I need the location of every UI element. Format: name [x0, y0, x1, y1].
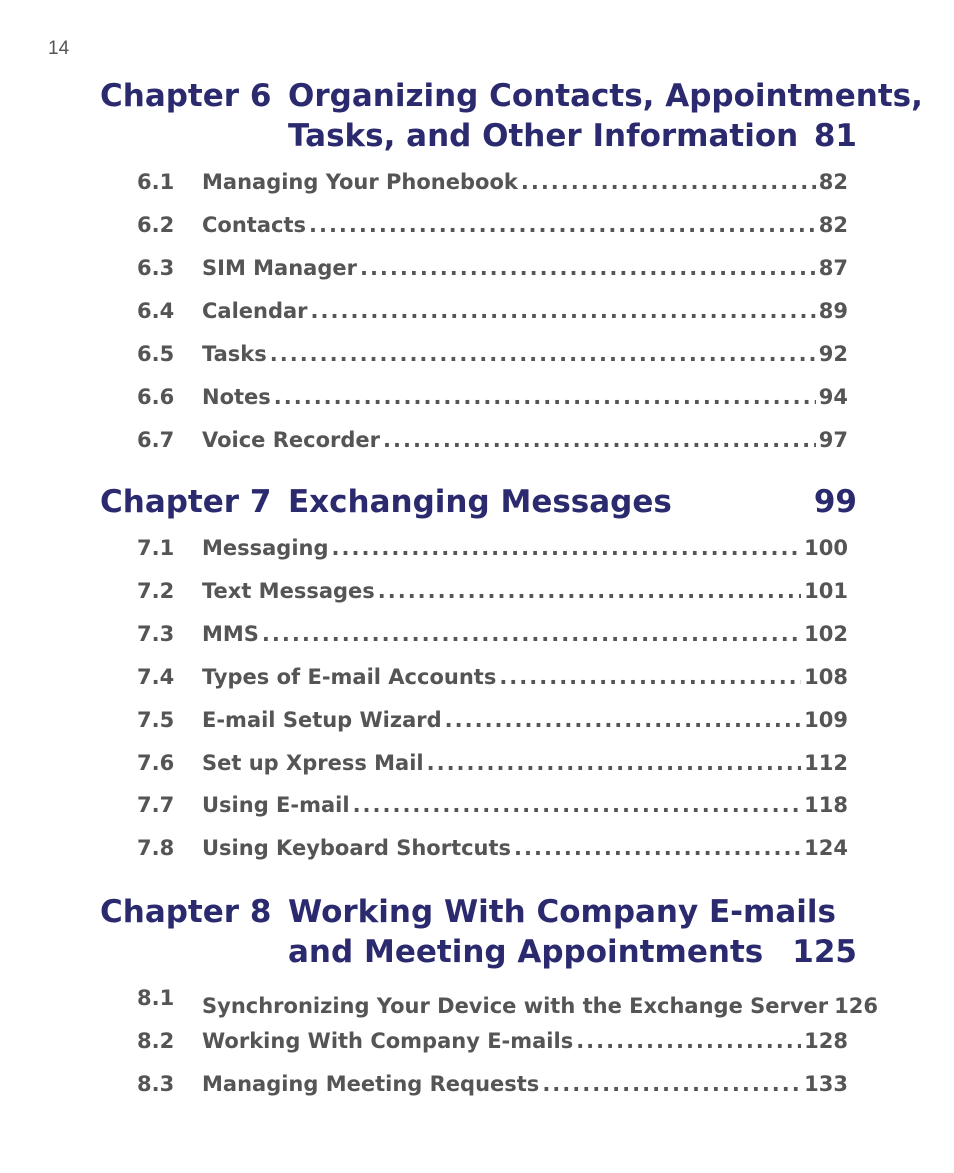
chapter-title-line: and Meeting Appointments [288, 934, 764, 970]
chapter-title [288, 482, 788, 522]
dot-leader [542, 1069, 801, 1099]
toc-entry[interactable] [137, 1026, 848, 1056]
section-title: Managing Your Phonebook [202, 170, 518, 194]
toc-entry[interactable] [137, 662, 848, 692]
section-number: 7.5 [137, 708, 175, 732]
section-number: 8.3 [137, 1072, 175, 1096]
section-page-number: 109 [804, 708, 848, 732]
section-number: 6.2 [137, 213, 175, 237]
section-number: 7.3 [137, 622, 175, 646]
section-title: Notes [202, 385, 271, 409]
section-page-number: 101 [804, 579, 848, 603]
section-title: Contacts [202, 213, 306, 237]
toc-entry[interactable] [137, 167, 848, 197]
section-page-number: 102 [804, 622, 848, 646]
section-page-number: 126 [834, 994, 878, 1018]
section-page-number: 133 [804, 1072, 848, 1096]
dot-leader [378, 576, 801, 606]
dot-leader [262, 619, 801, 649]
toc-entry[interactable] [137, 619, 848, 649]
section-page-number: 94 [818, 385, 848, 409]
chapter-title-line: Tasks, and Other Information [288, 118, 799, 154]
chapter-label: Chapter 7 [100, 484, 272, 520]
section-title: Using Keyboard Shortcuts [202, 836, 512, 860]
toc-entry[interactable] [137, 1069, 848, 1099]
section-number: 6.6 [137, 385, 175, 409]
section-title: Calendar [202, 299, 308, 323]
section-page-number: 108 [804, 665, 848, 689]
toc-entry[interactable] [137, 296, 848, 326]
chapter-title-line: Exchanging Messages [288, 484, 672, 520]
chapter-page-number: 81 [813, 118, 857, 154]
section-number: 6.3 [137, 256, 175, 280]
section-page-number: 128 [804, 1029, 848, 1053]
section-page-number: 92 [818, 342, 848, 366]
dot-leader [332, 533, 802, 563]
section-title: SIM Manager [202, 256, 357, 280]
chapter-label: Chapter 6 [100, 78, 272, 114]
chapter-title-line: Organizing Contacts, Appointments, [288, 78, 923, 114]
section-number: 8.2 [137, 1029, 175, 1053]
section-page-number: 124 [804, 836, 848, 860]
toc-entry[interactable] [137, 382, 848, 412]
section-page-number: 97 [818, 428, 848, 452]
section-page-number: 112 [804, 751, 848, 775]
section-number: 7.1 [137, 536, 175, 560]
page-number: 14 [48, 38, 70, 59]
section-number: 7.4 [137, 665, 175, 689]
dot-leader [514, 833, 801, 863]
section-number: 7.6 [137, 751, 175, 775]
dot-leader [521, 167, 816, 197]
toc-entry[interactable] [137, 705, 848, 735]
chapter-title-line: Working With Company E-mails [288, 894, 836, 930]
section-title: Working With Company E-mails [202, 1029, 574, 1053]
section-title: Messaging [202, 536, 329, 560]
section-number: 6.1 [137, 170, 175, 194]
section-number: 7.2 [137, 579, 175, 603]
section-number: 8.1 [137, 986, 175, 1010]
section-title: Text Messages [202, 579, 375, 603]
chapter-7-heading [100, 482, 857, 522]
section-number: 6.7 [137, 428, 175, 452]
toc-entry[interactable] [137, 748, 848, 778]
section-number: 6.5 [137, 342, 175, 366]
section-title: Synchronizing Your Device with the Exchange Server [202, 994, 829, 1018]
dot-leader [445, 705, 801, 735]
dot-leader [576, 1026, 801, 1056]
toc-entry[interactable] [137, 339, 848, 369]
section-page-number: 89 [818, 299, 848, 323]
section-title: Set up Xpress Mail [202, 751, 424, 775]
section-page-number: 82 [818, 213, 848, 237]
section-title: E-mail Setup Wizard [202, 708, 442, 732]
toc-entry[interactable] [137, 983, 878, 1018]
chapter-page-number: 125 [792, 934, 857, 970]
section-title: Managing Meeting Requests [202, 1072, 540, 1096]
section-title: MMS [202, 622, 259, 646]
chapter-8-heading [100, 892, 857, 972]
dot-leader [353, 790, 802, 820]
toc-entry[interactable] [137, 425, 848, 455]
chapter-page-number: 99 [813, 484, 857, 520]
toc-entry[interactable] [137, 253, 848, 283]
toc-entry[interactable] [137, 533, 848, 563]
section-number: 6.4 [137, 299, 175, 323]
toc-entry[interactable] [137, 790, 848, 820]
chapter-label: Chapter 8 [100, 894, 272, 930]
section-title: Types of E-mail Accounts [202, 665, 497, 689]
section-page-number: 100 [804, 536, 848, 560]
toc-entry[interactable] [137, 576, 848, 606]
dot-leader [274, 382, 816, 412]
section-title: Using E-mail [202, 793, 350, 817]
dot-leader [427, 748, 802, 778]
dot-leader [270, 339, 816, 369]
section-number: 7.7 [137, 793, 175, 817]
section-title: Voice Recorder [202, 428, 381, 452]
dot-leader [383, 425, 816, 455]
section-number: 7.8 [137, 836, 175, 860]
dot-leader [499, 662, 801, 692]
dot-leader [311, 296, 816, 326]
section-title: Tasks [202, 342, 267, 366]
toc-entry[interactable] [137, 833, 848, 863]
section-page-number: 82 [818, 170, 848, 194]
section-page-number: 87 [818, 256, 848, 280]
toc-entry[interactable] [137, 210, 848, 240]
section-page-number: 118 [804, 793, 848, 817]
chapter-6-heading [100, 76, 923, 156]
dot-leader [309, 210, 816, 240]
dot-leader [360, 253, 816, 283]
